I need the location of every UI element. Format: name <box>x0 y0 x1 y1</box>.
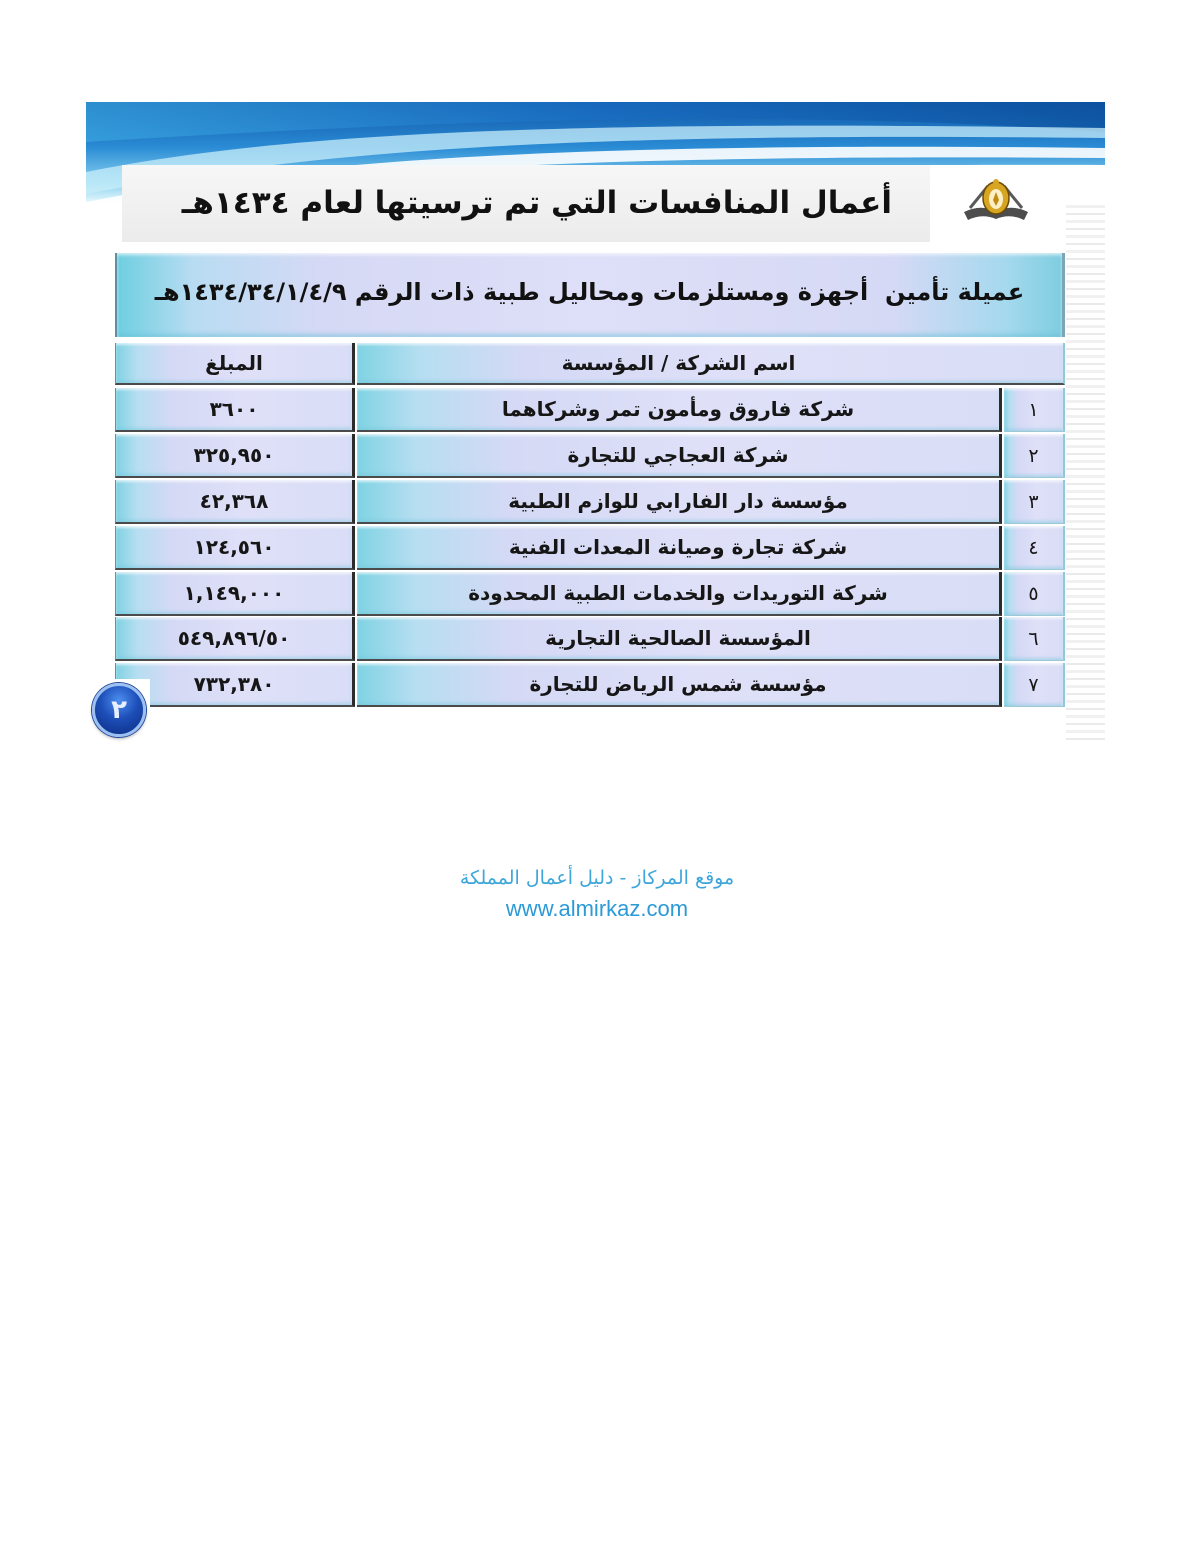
table-row <box>115 663 1065 707</box>
row-number-cell: ٣ <box>1004 480 1065 524</box>
company-name-cell: مؤسسة شمس الرياض للتجارة <box>357 663 1002 707</box>
page-title: أعمال المنافسات التي تم ترسيتها لعام ١٤٣٤هـ <box>181 185 892 221</box>
row-number-cell: ٤ <box>1004 526 1065 570</box>
amount-cell: ٤٢,٣٦٨ <box>115 480 355 524</box>
footer-url: www.almirkaz.com <box>505 896 689 921</box>
amount-cell: ٧٣٢,٣٨٠ <box>115 663 355 707</box>
row-number-cell: ٧ <box>1004 663 1065 707</box>
page-number-badge: ٢ <box>92 683 146 737</box>
company-name-cell: مؤسسة دار الفارابي للوازم الطبية <box>357 480 1002 524</box>
table-row <box>115 388 1065 432</box>
header-amount: المبلغ <box>115 343 355 385</box>
title-bar <box>122 165 930 242</box>
header-company-name: اسم الشركة / المؤسسة <box>357 343 1065 385</box>
subtitle-box <box>115 253 1065 337</box>
footer-site-name: موقع المركاز - دليل أعمال المملكة <box>459 867 735 889</box>
amount-cell: ٥٤٩,٨٩٦/٥٠ <box>115 617 355 661</box>
subtitle: عميلة تأمين أجهزة ومستلزمات ومحاليل طبية ذات الرقم ١٤٣٤/٣٤/١/٤/٩هـ <box>154 278 1025 306</box>
company-name-cell: شركة العجاجي للتجارة <box>357 434 1002 478</box>
row-number-cell: ٥ <box>1004 572 1065 616</box>
company-name-cell: شركة فاروق ومأمون تمر وشركاهما <box>357 388 1002 432</box>
company-name-cell: شركة التوريدات والخدمات الطبية المحدودة <box>357 572 1002 616</box>
table-row <box>115 526 1065 570</box>
decorative-background-pattern <box>1066 200 1105 740</box>
amount-cell: ١,١٤٩,٠٠٠ <box>115 572 355 616</box>
table-header-row <box>115 343 1065 385</box>
table-row <box>115 617 1065 661</box>
table-row <box>115 434 1065 478</box>
company-name-cell: المؤسسة الصالحية التجارية <box>357 617 1002 661</box>
row-number-cell: ٢ <box>1004 434 1065 478</box>
row-number-cell: ١ <box>1004 388 1065 432</box>
table-row <box>115 572 1065 616</box>
row-number-cell: ٦ <box>1004 617 1065 661</box>
amount-cell: ٣٢٥,٩٥٠ <box>115 434 355 478</box>
company-name-cell: شركة تجارة وصيانة المعدات الفنية <box>357 526 1002 570</box>
amount-cell: ١٢٤,٥٦٠ <box>115 526 355 570</box>
emblem-logo-icon <box>962 178 1030 224</box>
amount-cell: ٣٦٠٠ <box>115 388 355 432</box>
table-row <box>115 480 1065 524</box>
